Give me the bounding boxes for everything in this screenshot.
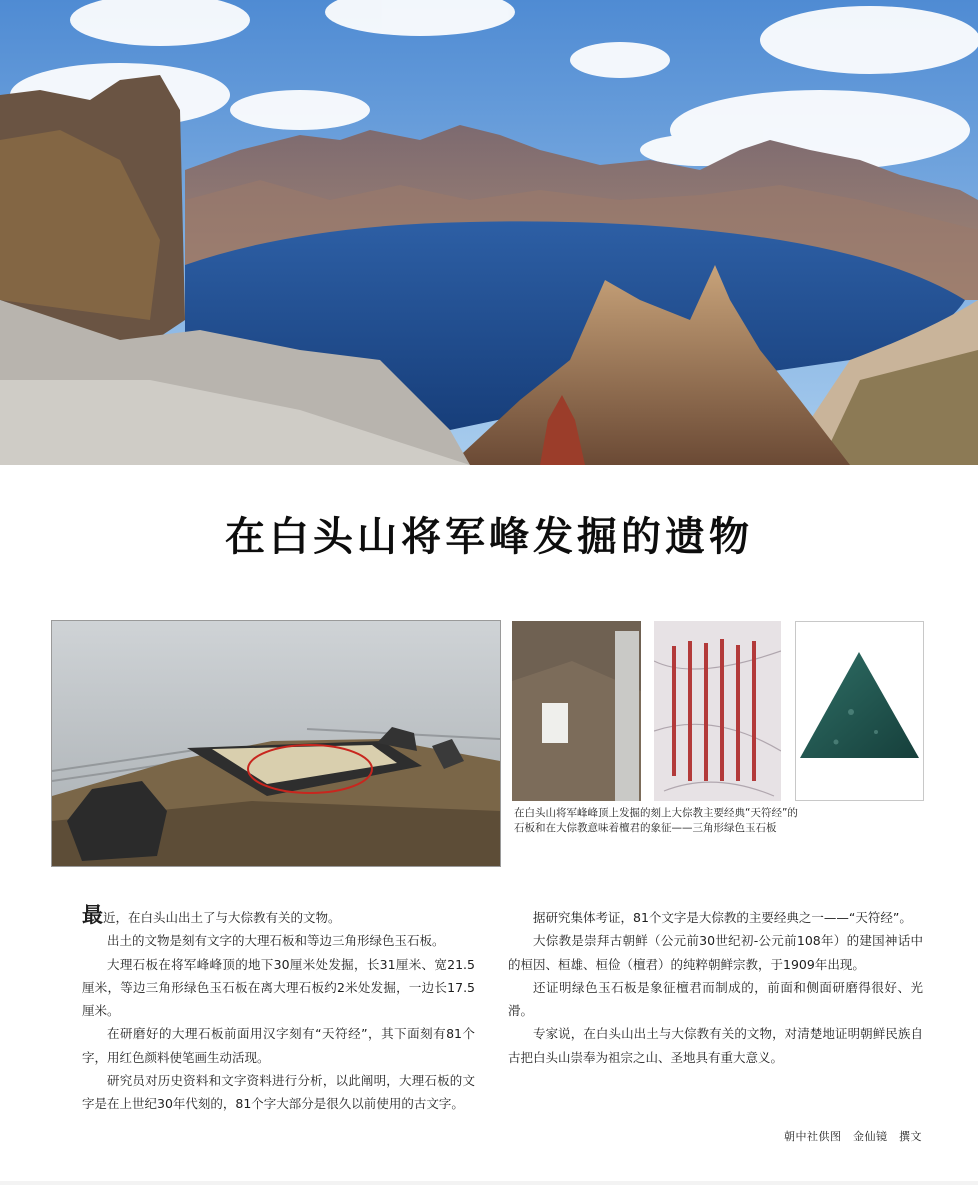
paragraph: 研究员对历史资料和文字资料进行分析，以此阐明，大理石板的文字是在上世纪30年代刻的，81个字大部分是很久以前使用的古文字。 [82,1073,475,1112]
inscribed-marble-slab-photo [654,621,781,801]
photo-caption [514,806,934,836]
paragraph: 专家说，在白头山出土与大倧教有关的文物，对清楚地证明朝鲜民族自古把白头山崇奉为祖宗之山、圣地具有重大意义。 [508,1026,923,1065]
paragraph: 大理石板在将军峰峰顶的地下30厘米处发掘，长31厘米、宽21.5厘米，等边三角形绿色玉石板在离大理石板约2米处发掘，一边长17.5厘米。 [82,956,475,1019]
paragraph: 最近，在白头山出土了与大倧教有关的文物。 [82,903,341,927]
paragraph: 大倧教是崇拜古朝鲜（公元前30世纪初-公元前108年）的建国神话中的桓因、桓雄、桓俭（檀君）的纯粹朝鲜宗教，于1909年出现。 [508,933,923,972]
dropcap: 最 [82,903,103,927]
excavation-site-photo [51,620,501,867]
green-jade-triangle-photo [795,621,924,801]
bottom-divider [0,1181,978,1185]
photo-credit: 朝中社供图 金仙镜 撰文 [784,1130,922,1143]
caption-line: 在白头山将军峰峰顶上发掘的刻上大倧教主要经典“天符经”的 [514,807,798,819]
paragraph: 出土的文物是刻有文字的大理石板和等边三角形绿色玉石板。 [107,933,445,949]
caption-line: 石板和在大倧教意味着檀君的象征——三角形绿色玉石板 [514,822,777,834]
article-column-right [508,906,923,1069]
paragraph: 还证明绿色玉石板是象征檀君而制成的，前面和侧面研磨得很好、光滑。 [508,979,923,1019]
paragraph: 在研磨好的大理石板前面用汉字刻有“天符经”，其下面刻有81个字，用红色颜料使笔画生动活现。 [82,1026,475,1065]
paragraph: 据研究集体考证，81个文字是大倧教的主要经典之一——“天符经”。 [533,910,912,925]
page-title: 在白头山将军峰发掘的遗物 [225,514,753,560]
article-column-left [82,903,475,1116]
hero-photo-heaven-lake [0,0,978,465]
marble-slab-in-ground-photo [512,621,641,801]
